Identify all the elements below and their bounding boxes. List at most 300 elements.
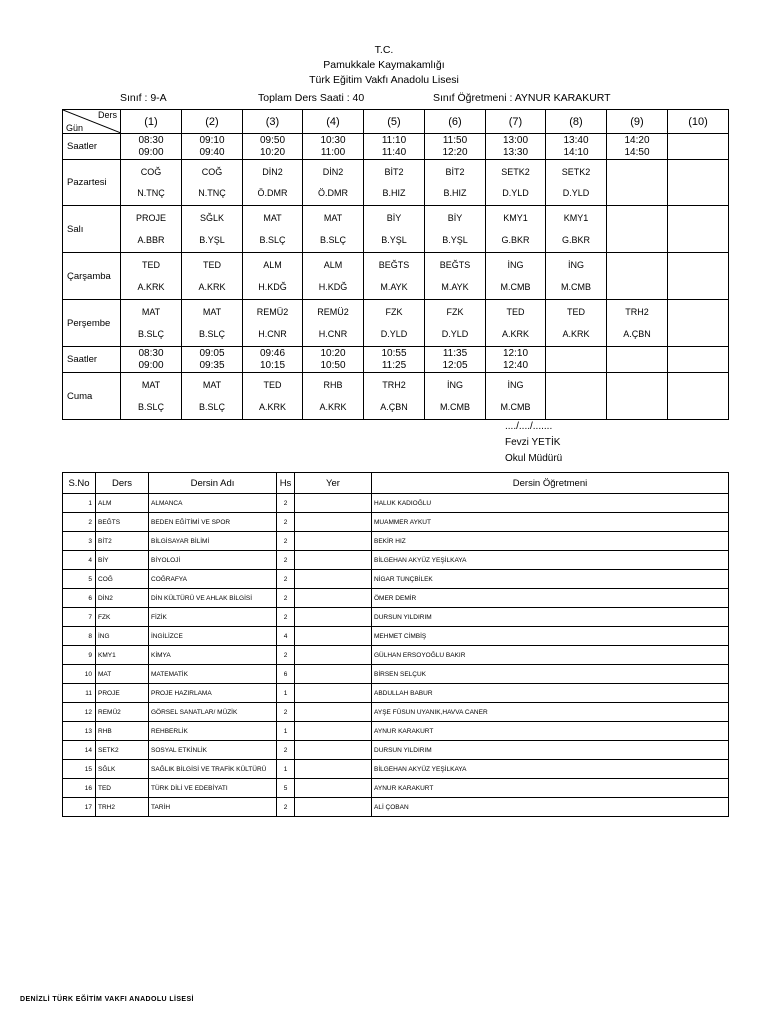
course-name: KİMYA bbox=[149, 646, 277, 665]
lesson-cell bbox=[121, 160, 182, 206]
course-no: 17 bbox=[63, 798, 96, 817]
class-label: Sınıf : 9-A bbox=[120, 92, 167, 104]
period-header: (7) bbox=[486, 110, 546, 134]
lesson-code: İNG bbox=[567, 260, 584, 270]
time-cell bbox=[243, 134, 303, 160]
start-time: 13:40 bbox=[563, 135, 589, 147]
lesson-code: TED bbox=[142, 260, 160, 270]
lesson-cell bbox=[303, 300, 364, 347]
start-time: 09:10 bbox=[199, 135, 225, 147]
course-hours: 2 bbox=[277, 551, 295, 570]
col-yer-header: Yer bbox=[295, 473, 372, 494]
course-no: 15 bbox=[63, 760, 96, 779]
course-room bbox=[295, 722, 372, 741]
course-hours: 4 bbox=[277, 627, 295, 646]
teacher-code: M.AYK bbox=[441, 282, 469, 292]
course-teacher: AYŞE FÜSUN UYANIK,HAVVA CANER bbox=[372, 703, 729, 722]
time-cell bbox=[182, 134, 243, 160]
lesson-cell bbox=[607, 206, 668, 253]
school-footer: DENİZLİ TÜRK EĞİTİM VAKFI ANADOLU LİSESİ bbox=[20, 996, 194, 1003]
lesson-cell bbox=[425, 206, 486, 253]
table-row bbox=[63, 608, 729, 627]
lesson-cell bbox=[486, 373, 546, 420]
lesson-code: DİN2 bbox=[262, 166, 283, 177]
corner-ders-label: Ders bbox=[97, 110, 117, 120]
course-code: RHB bbox=[96, 722, 149, 741]
day-row bbox=[63, 206, 729, 253]
time-cell bbox=[668, 134, 729, 160]
course-teacher: BEKİR HIZ bbox=[372, 532, 729, 551]
time-cell bbox=[668, 347, 729, 373]
lesson-code: FZK bbox=[385, 307, 403, 317]
schedule-table bbox=[62, 109, 729, 420]
course-name: BİLGİSAYAR BİLİMİ bbox=[149, 532, 277, 551]
lesson-code: REMÜ2 bbox=[317, 307, 349, 317]
course-no: 14 bbox=[63, 741, 96, 760]
start-time: 10:20 bbox=[320, 348, 346, 360]
lesson-code: KMY1 bbox=[563, 213, 589, 223]
lesson-cell bbox=[546, 206, 607, 253]
end-time: 09:00 bbox=[138, 359, 164, 371]
course-teacher: BİRSEN SELÇUK bbox=[372, 665, 729, 684]
lesson-cell bbox=[425, 160, 486, 206]
course-no: 4 bbox=[63, 551, 96, 570]
end-time: 10:15 bbox=[259, 359, 286, 371]
lesson-cell bbox=[607, 300, 668, 347]
lesson-code: İNG bbox=[507, 380, 524, 390]
course-name: REHBERLİK bbox=[149, 722, 277, 741]
teacher-code: M.CMB bbox=[500, 402, 531, 412]
course-name: FİZİK bbox=[149, 608, 277, 627]
signature-title: Okul Müdürü bbox=[505, 453, 563, 464]
course-teacher: DURSUN YILDIRIM bbox=[372, 608, 729, 627]
teacher-code: A.KRK bbox=[137, 282, 165, 292]
lesson-code: FZK bbox=[446, 307, 464, 317]
time-cell bbox=[425, 347, 486, 373]
course-name: BİYOLOJİ bbox=[149, 551, 277, 570]
lesson-code: TRH2 bbox=[625, 307, 649, 317]
lesson-code: MAT bbox=[141, 380, 161, 390]
lesson-code: BİY bbox=[447, 213, 463, 223]
course-code: MAT bbox=[96, 665, 149, 684]
course-code: İNG bbox=[96, 627, 149, 646]
course-name: TÜRK DİLİ VE EDEBİYATI bbox=[149, 779, 277, 798]
time-cell bbox=[364, 134, 425, 160]
course-room bbox=[295, 741, 372, 760]
time-cell bbox=[303, 347, 364, 373]
time-cell bbox=[546, 347, 607, 373]
teacher-code: A.ÇBN bbox=[380, 402, 408, 412]
teacher-code: G.BKR bbox=[561, 235, 590, 245]
table-row bbox=[63, 665, 729, 684]
course-name: COĞRAFYA bbox=[149, 570, 277, 589]
time-cell bbox=[303, 134, 364, 160]
period-header: (5) bbox=[364, 110, 425, 134]
lesson-code: COĞ bbox=[140, 166, 162, 177]
course-code: TED bbox=[96, 779, 149, 798]
course-room bbox=[295, 760, 372, 779]
course-room bbox=[295, 684, 372, 703]
lesson-code: BİY bbox=[386, 213, 402, 223]
lesson-code: KMY1 bbox=[503, 213, 528, 223]
corner-cell bbox=[63, 110, 121, 134]
time-cell bbox=[607, 134, 668, 160]
day-label: Çarşamba bbox=[63, 253, 121, 300]
lesson-cell bbox=[121, 206, 182, 253]
course-no: 16 bbox=[63, 779, 96, 798]
course-hours: 2 bbox=[277, 589, 295, 608]
time-cell bbox=[243, 347, 303, 373]
lesson-cell bbox=[121, 253, 182, 300]
teacher-code: M.CMB bbox=[440, 402, 470, 412]
table-row bbox=[63, 722, 729, 741]
course-name: İNGİLİZCE bbox=[149, 627, 277, 646]
lesson-code: COĞ bbox=[201, 166, 223, 177]
lesson-code: BEĞTS bbox=[439, 260, 471, 270]
course-room bbox=[295, 532, 372, 551]
table-row bbox=[63, 703, 729, 722]
period-header: (3) bbox=[243, 110, 303, 134]
teacher-code: A.KRK bbox=[562, 329, 590, 339]
lesson-cell bbox=[303, 160, 364, 206]
total-hours-label: Toplam Ders Saati : 40 bbox=[258, 92, 365, 104]
lesson-cell bbox=[303, 373, 364, 420]
start-time: 10:30 bbox=[320, 135, 346, 147]
course-no: 13 bbox=[63, 722, 96, 741]
course-hours: 2 bbox=[277, 494, 295, 513]
start-time: 14:20 bbox=[624, 135, 650, 147]
course-hours: 2 bbox=[277, 513, 295, 532]
day-row bbox=[63, 253, 729, 300]
course-name: ALMANCA bbox=[149, 494, 277, 513]
period-header: (2) bbox=[182, 110, 243, 134]
course-code: REMÜ2 bbox=[96, 703, 149, 722]
table-row bbox=[63, 646, 729, 665]
lesson-code: REMÜ2 bbox=[256, 307, 289, 317]
day-label: Cuma bbox=[63, 373, 121, 420]
time-cell bbox=[182, 347, 243, 373]
table-row bbox=[63, 684, 729, 703]
course-no: 8 bbox=[63, 627, 96, 646]
course-code: DİN2 bbox=[96, 589, 149, 608]
lesson-code: SETK2 bbox=[501, 166, 530, 177]
teacher-code: A.KRK bbox=[319, 402, 347, 412]
time-cell bbox=[486, 347, 546, 373]
teacher-code: Ö.DMR bbox=[257, 188, 288, 199]
table-row bbox=[63, 779, 729, 798]
lesson-cell bbox=[303, 253, 364, 300]
course-hours: 2 bbox=[277, 703, 295, 722]
period-header: (6) bbox=[425, 110, 486, 134]
start-time: 09:05 bbox=[199, 348, 225, 360]
teacher-code: H.CNR bbox=[258, 329, 287, 339]
end-time: 09:40 bbox=[199, 146, 225, 158]
lesson-cell bbox=[607, 373, 668, 420]
course-name: TARİH bbox=[149, 798, 277, 817]
lesson-cell bbox=[303, 206, 364, 253]
lesson-code: PROJE bbox=[135, 213, 166, 223]
course-name: PROJE HAZIRLAMA bbox=[149, 684, 277, 703]
course-header-row bbox=[63, 473, 729, 494]
table-row bbox=[63, 551, 729, 570]
lesson-code: BEĞTS bbox=[378, 260, 410, 270]
lesson-code: TED bbox=[203, 260, 221, 270]
start-time: 13:00 bbox=[502, 135, 529, 147]
course-no: 10 bbox=[63, 665, 96, 684]
course-teacher: NİGAR TUNÇBİLEK bbox=[372, 570, 729, 589]
col-sno-header: S.No bbox=[63, 473, 96, 494]
teacher-code: B.SLÇ bbox=[198, 402, 225, 412]
time-cell bbox=[607, 347, 668, 373]
course-hours: 2 bbox=[277, 741, 295, 760]
teacher-code: D.YLD bbox=[562, 188, 590, 199]
lesson-code: BİT2 bbox=[384, 166, 404, 177]
course-teacher: HALUK KADIOĞLU bbox=[372, 494, 729, 513]
course-no: 3 bbox=[63, 532, 96, 551]
lesson-cell bbox=[486, 160, 546, 206]
lesson-cell bbox=[486, 253, 546, 300]
start-time: 11:35 bbox=[442, 348, 468, 360]
lesson-cell bbox=[546, 160, 607, 206]
teacher-code: B.SLÇ bbox=[137, 329, 164, 339]
teacher-code: A.ÇBN bbox=[623, 329, 651, 339]
start-time: 09:50 bbox=[259, 135, 286, 147]
course-room bbox=[295, 798, 372, 817]
lesson-cell bbox=[243, 253, 303, 300]
course-code: KMY1 bbox=[96, 646, 149, 665]
teacher-code: B.SLÇ bbox=[259, 235, 286, 245]
course-room bbox=[295, 779, 372, 798]
lesson-cell bbox=[243, 160, 303, 206]
col-ders-header: Ders bbox=[96, 473, 149, 494]
day-label: Salı bbox=[63, 206, 121, 253]
lesson-cell bbox=[668, 253, 729, 300]
lesson-cell bbox=[121, 373, 182, 420]
lesson-code: MAT bbox=[202, 380, 222, 390]
lesson-code: ALM bbox=[323, 260, 343, 270]
lesson-cell bbox=[607, 253, 668, 300]
time-row bbox=[63, 134, 729, 160]
course-room bbox=[295, 589, 372, 608]
lesson-code: SETK2 bbox=[561, 166, 591, 177]
time-row-label: Saatler bbox=[63, 134, 121, 160]
period-header: (4) bbox=[303, 110, 364, 134]
teacher-code: H.KDĞ bbox=[318, 282, 348, 292]
course-code: TRH2 bbox=[96, 798, 149, 817]
course-room bbox=[295, 703, 372, 722]
lesson-cell bbox=[243, 300, 303, 347]
table-row bbox=[63, 513, 729, 532]
table-row bbox=[63, 589, 729, 608]
course-no: 5 bbox=[63, 570, 96, 589]
teacher-code: D.YLD bbox=[380, 329, 408, 339]
lesson-cell bbox=[364, 160, 425, 206]
time-cell bbox=[486, 134, 546, 160]
course-hours: 5 bbox=[277, 779, 295, 798]
course-hours: 2 bbox=[277, 570, 295, 589]
start-time: 08:30 bbox=[138, 135, 164, 147]
table-row bbox=[63, 760, 729, 779]
course-no: 2 bbox=[63, 513, 96, 532]
lesson-cell bbox=[364, 253, 425, 300]
header-line-2: Pamukkale Kaymakamlığı bbox=[323, 59, 445, 71]
course-hours: 1 bbox=[277, 760, 295, 779]
lesson-cell bbox=[668, 206, 729, 253]
teacher-code: B.SLÇ bbox=[198, 329, 225, 339]
course-teacher: MEHMET CİMBİŞ bbox=[372, 627, 729, 646]
end-time: 13:30 bbox=[502, 146, 529, 158]
lesson-cell bbox=[364, 206, 425, 253]
course-room bbox=[295, 551, 372, 570]
teacher-code: A.KRK bbox=[198, 282, 226, 292]
teacher-code: D.YLD bbox=[441, 329, 469, 339]
lesson-code: İNG bbox=[507, 260, 524, 270]
lesson-code: TED bbox=[263, 380, 282, 390]
course-no: 11 bbox=[63, 684, 96, 703]
lesson-cell bbox=[364, 373, 425, 420]
lesson-code: RHB bbox=[323, 380, 343, 390]
course-no: 1 bbox=[63, 494, 96, 513]
course-room bbox=[295, 608, 372, 627]
lesson-code: MAT bbox=[323, 213, 343, 223]
end-time: 14:10 bbox=[563, 146, 589, 158]
start-time: 11:50 bbox=[442, 135, 468, 147]
lesson-cell bbox=[182, 160, 243, 206]
time-cell bbox=[121, 134, 182, 160]
course-hours: 1 bbox=[277, 722, 295, 741]
lesson-cell bbox=[546, 253, 607, 300]
lesson-cell bbox=[486, 206, 546, 253]
lesson-code: MAT bbox=[202, 307, 222, 317]
course-no: 7 bbox=[63, 608, 96, 627]
period-header: (10) bbox=[668, 110, 729, 134]
course-no: 6 bbox=[63, 589, 96, 608]
course-hours: 2 bbox=[277, 798, 295, 817]
table-row bbox=[63, 741, 729, 760]
course-room bbox=[295, 513, 372, 532]
course-code: BİT2 bbox=[96, 532, 149, 551]
day-label: Pazartesi bbox=[63, 160, 121, 206]
course-name: BEDEN EĞİTİMİ VE SPOR bbox=[149, 513, 277, 532]
class-teacher-label: Sınıf Öğretmeni : AYNUR KARAKURT bbox=[433, 92, 611, 104]
header-line-1: T.C. bbox=[374, 44, 394, 56]
lesson-code: ALM bbox=[263, 260, 282, 270]
header-line-3: Türk Eğitim Vakfı Anadolu Lisesi bbox=[309, 74, 459, 86]
lesson-cell bbox=[546, 300, 607, 347]
period-header: (8) bbox=[546, 110, 607, 134]
course-code: BEĞTS bbox=[96, 513, 149, 532]
teacher-code: N.TNÇ bbox=[137, 188, 165, 199]
end-time: 10:50 bbox=[320, 359, 346, 371]
lesson-code: TRH2 bbox=[382, 380, 406, 390]
lesson-cell bbox=[182, 300, 243, 347]
table-row bbox=[63, 627, 729, 646]
table-row bbox=[63, 532, 729, 551]
time-cell bbox=[121, 347, 182, 373]
teacher-code: B.HIZ bbox=[443, 188, 467, 199]
course-hours: 2 bbox=[277, 532, 295, 551]
course-room bbox=[295, 627, 372, 646]
course-teacher: AYNUR KARAKURT bbox=[372, 779, 729, 798]
course-name: DİN KÜLTÜRÜ VE AHLAK BİLGİSİ bbox=[149, 589, 277, 608]
course-name: GÖRSEL SANATLAR/ MÜZİK bbox=[149, 703, 277, 722]
course-name: MATEMATİK bbox=[149, 665, 277, 684]
lesson-cell bbox=[121, 300, 182, 347]
start-time: 12:10 bbox=[502, 348, 529, 360]
start-time: 10:55 bbox=[381, 348, 407, 360]
course-hours: 6 bbox=[277, 665, 295, 684]
lesson-cell bbox=[425, 373, 486, 420]
course-teacher: BİLGEHAN AKYÜZ YEŞİLKAYA bbox=[372, 760, 729, 779]
period-header: (1) bbox=[121, 110, 182, 134]
lesson-cell bbox=[607, 160, 668, 206]
teacher-code: B.YŞL bbox=[199, 235, 225, 245]
teacher-code: Ö.DMR bbox=[318, 188, 348, 199]
time-cell bbox=[364, 347, 425, 373]
course-teacher: GÜLHAN ERSOYOĞLU BAKIR bbox=[372, 646, 729, 665]
course-hours: 2 bbox=[277, 608, 295, 627]
lesson-cell bbox=[668, 373, 729, 420]
day-row bbox=[63, 373, 729, 420]
lesson-code: TED bbox=[567, 307, 585, 317]
course-teacher: ALİ ÇOBAN bbox=[372, 798, 729, 817]
teacher-code: B.SLÇ bbox=[137, 402, 164, 412]
course-hours: 1 bbox=[277, 684, 295, 703]
time-row-label: Saatler bbox=[63, 347, 121, 373]
course-code: PROJE bbox=[96, 684, 149, 703]
course-name: SAĞLIK BİLGİSİ VE TRAFİK KÜLTÜRÜ bbox=[149, 760, 277, 779]
col-hs-header: Hs bbox=[277, 473, 295, 494]
lesson-cell bbox=[486, 300, 546, 347]
course-teacher: MUAMMER AYKUT bbox=[372, 513, 729, 532]
course-code: ALM bbox=[96, 494, 149, 513]
lesson-code: TED bbox=[506, 307, 525, 317]
lesson-code: SĞLK bbox=[199, 213, 224, 223]
time-cell bbox=[425, 134, 486, 160]
lesson-cell bbox=[364, 300, 425, 347]
course-room bbox=[295, 665, 372, 684]
table-row bbox=[63, 494, 729, 513]
end-time: 10:20 bbox=[259, 146, 286, 158]
end-time: 09:00 bbox=[138, 146, 164, 158]
schedule-header-row bbox=[63, 110, 729, 134]
end-time: 11:40 bbox=[381, 146, 407, 158]
course-room bbox=[295, 646, 372, 665]
lesson-code: MAT bbox=[141, 307, 161, 317]
signature-name: Fevzi YETİK bbox=[505, 437, 561, 448]
teacher-code: H.CNR bbox=[318, 329, 348, 339]
teacher-code: M.CMB bbox=[500, 282, 531, 292]
end-time: 11:25 bbox=[381, 359, 407, 371]
end-time: 09:35 bbox=[199, 359, 225, 371]
day-row bbox=[63, 300, 729, 347]
teacher-code: H.KDĞ bbox=[258, 282, 287, 292]
course-list-table bbox=[62, 472, 729, 817]
teacher-code: M.AYK bbox=[380, 282, 408, 292]
lesson-cell bbox=[243, 373, 303, 420]
end-time: 12:05 bbox=[442, 359, 468, 371]
lesson-cell bbox=[243, 206, 303, 253]
teacher-code: B.SLÇ bbox=[319, 235, 346, 245]
teacher-code: A.KRK bbox=[501, 329, 529, 339]
day-label: Perşembe bbox=[63, 300, 121, 347]
teacher-code: A.BBR bbox=[137, 235, 165, 245]
course-teacher: ÖMER DEMİR bbox=[372, 589, 729, 608]
col-teacher-header: Dersin Öğretmeni bbox=[372, 473, 729, 494]
lesson-cell bbox=[425, 300, 486, 347]
teacher-code: B.YŞL bbox=[442, 235, 468, 245]
time-row bbox=[63, 347, 729, 373]
